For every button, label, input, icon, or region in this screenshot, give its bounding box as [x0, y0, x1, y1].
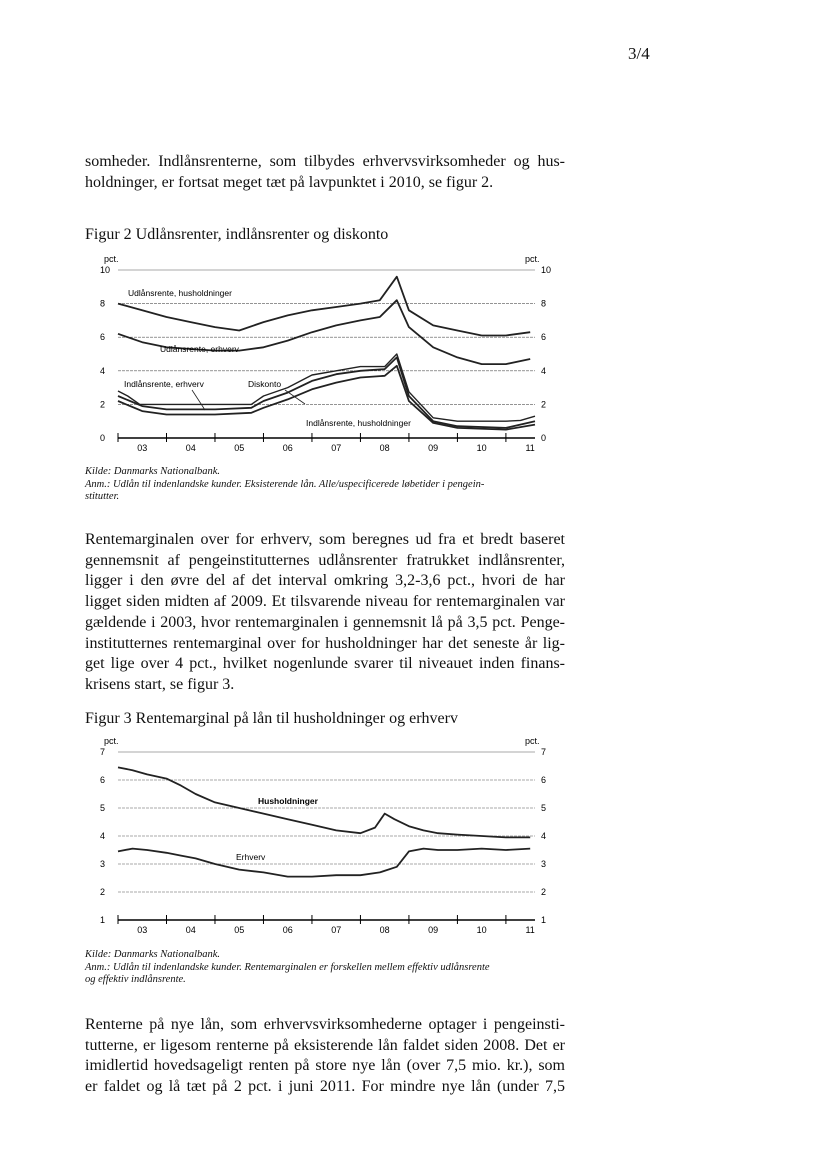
- middle-lines-7: get lige over 4 pct., hvilket nogenlunde svarer til niveauet inden finans-: [85, 655, 565, 673]
- fig3-ytick-left-6: 6: [100, 775, 106, 785]
- fig2-source: Kilde: Danmarks Nationalbank.: [85, 466, 221, 477]
- fig3-annotation-2: Erhverv: [236, 852, 266, 862]
- fig2-xtick-label-07: 07: [331, 443, 342, 453]
- fig2-unit-right: pct.: [525, 254, 540, 264]
- fig2-ytick-left-6: 6: [100, 332, 106, 343]
- middle-lines-8: krisens start, se figur 3.: [85, 675, 235, 693]
- fig2-series-line-1: [118, 277, 530, 336]
- fig2-ytick-left-8: 8: [100, 298, 106, 309]
- fig2-ytick-left-4: 4: [100, 365, 106, 376]
- middle-lines-4: ligget siden midten af 2009. Et tilsvarende niveau for rentemarginalen var: [85, 593, 565, 611]
- fig2-ytick-right-2: 2: [541, 399, 547, 410]
- fig2-xtick-label-10: 10: [476, 443, 487, 453]
- fig3-unit-left: pct.: [104, 736, 119, 746]
- fig2-xtick-label-09: 09: [428, 443, 439, 453]
- fig2-leader-1: [192, 390, 205, 410]
- fig2-unit-left: pct.: [104, 254, 119, 264]
- fig2-ytick-right-0: 0: [541, 433, 547, 443]
- fig3-xtick-label-03: 03: [137, 925, 148, 935]
- intro-lines-2: holdninger, er fortsat meget tæt på lavpunktet i 2010, se figur 2.: [85, 173, 494, 191]
- fig2-xtick-label-06: 06: [282, 443, 293, 453]
- fig3-note-line-1: Anm.: Udlån til indenlandske kunder. Rentemarginalen er forskellen mellem effektiv udlånsrente: [85, 961, 490, 973]
- fig3-ytick-right-6: 6: [541, 775, 547, 785]
- fig3-xtick-label-09: 09: [428, 925, 439, 935]
- fig3-xtick-label-10: 10: [476, 925, 487, 935]
- fig3-ytick-right-3: 3: [541, 859, 547, 869]
- middle-lines-2: gennemsnit af pengeinstitutternes udlånsrenter fratrukket indlånsrenter,: [85, 551, 565, 569]
- middle-lines-3: ligger i den øvre del af det interval omkring 3,2-3,6 pct., hvori de har: [85, 572, 565, 590]
- closing-paragraph: [85, 1015, 565, 1098]
- fig3-xtick-label-06: 06: [282, 925, 293, 935]
- fig3-xtick-label-05: 05: [234, 925, 245, 935]
- closing-lines-2: tutterne, er ligesom renterne på eksisterende lån faldet siden 2008. Det er: [85, 1036, 565, 1054]
- fig2-ytick-left-10: 10: [100, 265, 111, 275]
- fig3-chart: [80, 734, 570, 946]
- fig3-ytick-right-1: 1: [541, 915, 547, 925]
- fig3-ytick-right-7: 7: [541, 747, 547, 757]
- fig3-unit-right: pct.: [525, 736, 540, 746]
- fig3-xtick-label-08: 08: [379, 925, 390, 935]
- fig3-ytick-left-4: 4: [100, 831, 106, 841]
- middle-lines-5: gældende i 2003, hvor rentemarginalen i gennemsnit lå på 3,5 pct. Penge-: [85, 613, 565, 631]
- fig2-annotation-1: Udlånsrente, husholdninger: [128, 288, 232, 298]
- middle-lines-6: institutternes rentemarginal over for husholdninger har det seneste år lig-: [85, 634, 565, 652]
- fig3-ytick-left-2: 2: [100, 887, 106, 897]
- closing-lines-4: er faldet og lå tæt på 2 pct. i juni 2011. For mindre nye lån (under 7,5: [85, 1078, 565, 1096]
- fig2-xtick-label-11: 11: [525, 443, 535, 453]
- fig2-notes: [85, 466, 575, 504]
- fig3-note-line-2: og effektiv indlånsrente.: [85, 974, 186, 985]
- fig2-xtick-label-05: 05: [234, 443, 245, 453]
- fig2-ytick-right-6: 6: [541, 332, 547, 343]
- closing-lines-1: Renterne på nye lån, som erhvervsvirksomhederne optager i pengeinsti-: [85, 1016, 565, 1033]
- fig2-annotation-4: Diskonto: [248, 379, 282, 389]
- fig3-xtick-label-07: 07: [331, 925, 342, 935]
- closing-lines-3: imidlertid hovedsageligt renten på store nye lån (over 7,5 mio. kr.), som: [85, 1057, 565, 1075]
- fig2-note-line-2: stitutter.: [85, 491, 120, 502]
- intro-paragraph: [85, 152, 565, 193]
- fig3-ytick-left-1: 1: [100, 915, 106, 925]
- fig2-chart: [80, 252, 570, 464]
- fig3-xtick-label-11: 11: [525, 925, 535, 935]
- intro-lines-1: somheder. Indlånsrenterne, som tilbydes erhvervsvirksomheder og hus-: [85, 153, 565, 170]
- fig3-ytick-left-3: 3: [100, 859, 106, 869]
- fig2-xtick-label-03: 03: [137, 443, 148, 453]
- fig3-series-line-1: [118, 767, 530, 837]
- fig2-ytick-right-4: 4: [541, 365, 547, 376]
- fig3-notes: [85, 949, 575, 987]
- fig2-ytick-right-8: 8: [541, 298, 547, 309]
- fig2-xtick-label-08: 08: [379, 443, 390, 453]
- fig2-ytick-right-10: 10: [541, 265, 552, 275]
- fig2-annotation-5: Indlånsrente, husholdninger: [306, 418, 411, 428]
- fig3-ytick-left-7: 7: [100, 747, 106, 757]
- fig2-annotation-2: Udlånsrente, erhverv: [160, 344, 239, 354]
- fig3-xtick-label-04: 04: [185, 925, 196, 935]
- fig3-ytick-left-5: 5: [100, 803, 106, 813]
- fig2-ytick-left-2: 2: [100, 399, 106, 410]
- fig3-ytick-right-4: 4: [541, 831, 547, 841]
- fig2-annotation-3: Indlånsrente, erhverv: [124, 379, 204, 389]
- fig2-leader-2: [285, 390, 305, 404]
- fig2-title: Figur 2 Udlånsrenter, indlånsrenter og diskonto: [85, 226, 389, 243]
- fig3-ytick-right-5: 5: [541, 803, 547, 813]
- fig2-ytick-left-0: 0: [100, 433, 106, 443]
- middle-lines-1: Rentemarginalen over for erhverv, som beregnes ud fra et bredt baseret: [85, 531, 565, 548]
- fig2-xtick-label-04: 04: [185, 443, 196, 453]
- fig3-title: Figur 3 Rentemarginal på lån til husholdninger og erhverv: [85, 710, 458, 727]
- page-number: 3/4: [628, 44, 650, 63]
- fig3-annotation-1: Husholdninger: [258, 796, 318, 806]
- fig2-note-line-1: Anm.: Udlån til indenlandske kunder. Eksisterende lån. Alle/uspecificerede løbetider i pengein-: [85, 478, 485, 490]
- fig3-ytick-right-2: 2: [541, 887, 547, 897]
- fig3-source: Kilde: Danmarks Nationalbank.: [85, 949, 221, 960]
- fig3-series-line-2: [118, 849, 530, 877]
- middle-paragraph: [85, 530, 565, 696]
